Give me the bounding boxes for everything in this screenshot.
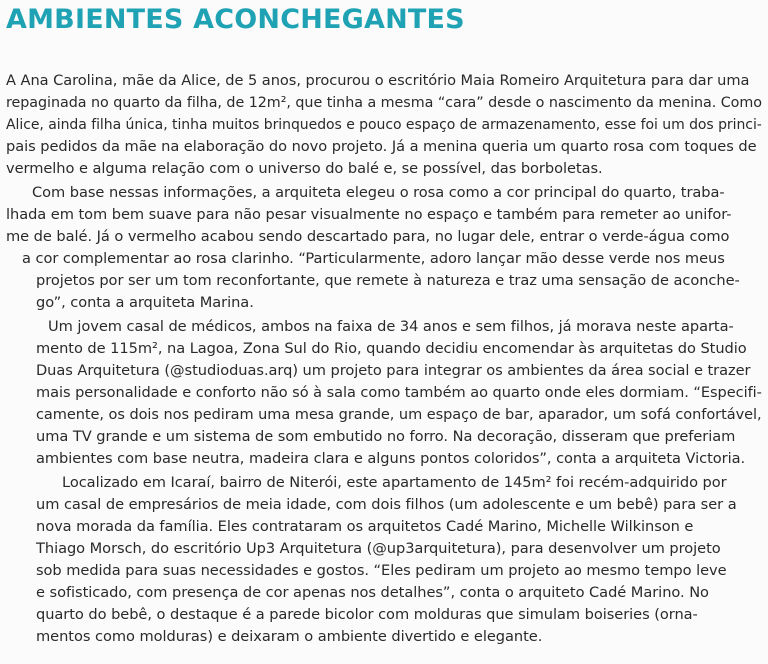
text-line: nova morada da família. Eles contrataram os arquitetos Cadé Marino, Michelle Wilkinson e bbox=[36, 518, 694, 535]
text-line: e sofisticado, com presença de cor apenas nos detalhes”, conta o arquiteto Cadé Marino. No bbox=[36, 584, 709, 601]
text-line: sob medida para suas necessidades e gostos. “Eles pediram um projeto ao mesmo tempo leve bbox=[36, 562, 727, 579]
text-line: me de balé. Já o vermelho acabou sendo descartado para, no lugar dele, entrar o verde-água como bbox=[6, 228, 730, 245]
text-line: A Ana Carolina, mãe da Alice, de 5 anos, procurou o escritório Maia Romeiro Arquitetura para dar uma bbox=[6, 72, 750, 89]
text-line: Thiago Morsch, do escritório Up3 Arquitetura (@up3arquitetura), para desenvolver um projeto bbox=[36, 540, 721, 557]
text-line: a cor complementar ao rosa clarinho. “Particularmente, adoro lançar mão desse verde nos meus bbox=[22, 250, 725, 267]
text-line: Um jovem casal de médicos, ambos na faixa de 34 anos e sem filhos, já morava neste aparta- bbox=[48, 318, 734, 335]
text-line: go”, conta a arquiteta Marina. bbox=[36, 294, 254, 311]
text-line: Alice, ainda filha única, tinha muitos brinquedos e pouco espaço de armazenamento, esse foi um dos princi- bbox=[6, 116, 762, 133]
text-line: vermelho e alguma relação com o universo do balé e, se possível, das borboletas. bbox=[6, 160, 603, 177]
text-line: um casal de empresários de meia idade, com dois filhos (um adolescente e um bebê) para ser a bbox=[36, 496, 737, 513]
text-line: uma TV grande e um sistema de som embutido no forro. Na decoração, disseram que preferiam bbox=[36, 428, 736, 445]
text-line: Duas Arquitetura (@studioduas.arq) um projeto para integrar os ambientes da área social e trazer bbox=[36, 362, 751, 379]
text-line: mento de 115m², na Lagoa, Zona Sul do Rio, quando decidiu encomendar às arquitetas do Studio bbox=[36, 340, 747, 357]
text-line: Com base nessas informações, a arquiteta elegeu o rosa como a cor principal do quarto, traba- bbox=[32, 184, 725, 201]
text-line: ambientes com base neutra, madeira clara e alguns pontos coloridos”, conta a arquiteta Victoria. bbox=[36, 450, 746, 467]
text-line: Localizado em Icaraí, bairro de Niterói, este apartamento de 145m² foi recém-adquirido por bbox=[62, 474, 727, 491]
text-line: pais pedidos da mãe na elaboração do novo projeto. Já a menina queria um quarto rosa com toques de bbox=[6, 138, 757, 155]
text-line: projetos por ser um tom reconfortante, que remete à natureza e traz uma sensação de aconche- bbox=[36, 272, 740, 289]
article-title: AMBIENTES ACONCHEGANTES bbox=[6, 4, 465, 35]
text-line: lhada em tom bem suave para não pesar visualmente no espaço e também para remeter ao unifor- bbox=[6, 206, 732, 223]
text-line: quarto do bebê, o destaque é a parede bicolor com molduras que simulam boiseries (orna- bbox=[36, 606, 698, 623]
text-line: repaginada no quarto da filha, de 12m², que tinha a mesma “cara” desde o nascimento da menina. Como bbox=[6, 94, 762, 111]
text-line: camente, os dois nos pediram uma mesa grande, um espaço de bar, aparador, um sofá confortável, bbox=[36, 406, 762, 423]
text-line: mais personalidade e conforto não só à sala como também ao quarto onde eles dormiam. “Especifi- bbox=[36, 384, 762, 401]
text-line: mentos como molduras) e deixaram o ambiente divertido e elegante. bbox=[36, 628, 543, 645]
